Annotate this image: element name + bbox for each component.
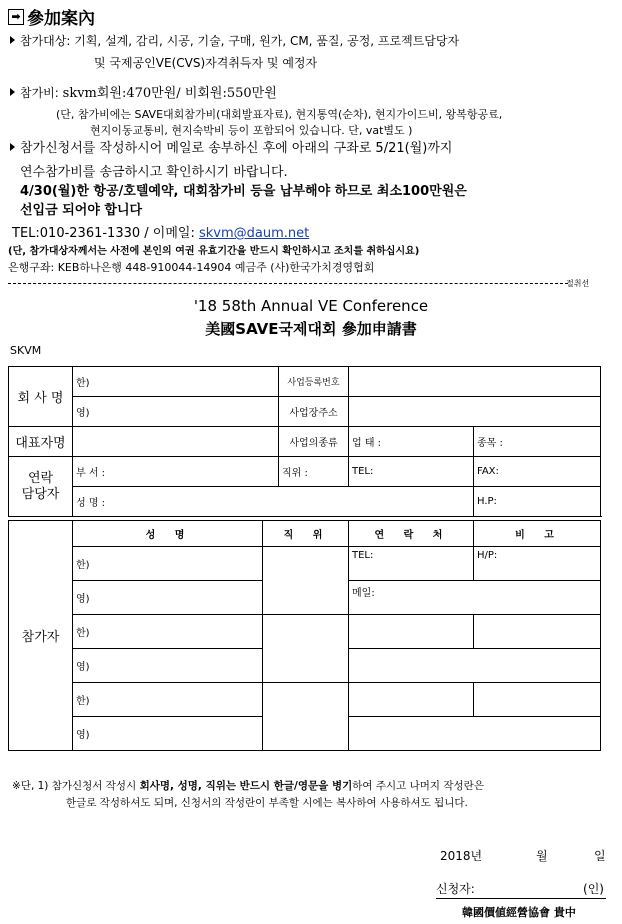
participant-hp-label: H/P: xyxy=(477,550,498,561)
footnote-line-2: 한글로 작성하셔도 되며, 신청서의 작성란이 부족할 시에는 복사하여 사용하셔도 됩니다. xyxy=(66,797,468,809)
deposit-text-2: 선입금 되어야 합니다 xyxy=(20,203,143,218)
contact-hp-field[interactable] xyxy=(474,487,601,517)
participant-label: 참가자 xyxy=(9,521,73,751)
participant-2-name-korean[interactable] xyxy=(73,615,263,649)
seal-label: (인) xyxy=(583,882,604,896)
footnote-emphasis: 회사명, 성명, 직위는 반드시 한글/영문을 병기 xyxy=(139,780,353,792)
english-prefix: 영) xyxy=(76,662,90,673)
english-prefix: 영) xyxy=(76,730,90,741)
ceo-field[interactable] xyxy=(73,427,279,457)
fee-label: 참가비: xyxy=(20,86,59,100)
cut-label: 절취선 xyxy=(566,279,590,288)
recipient-org: 韓國價値經營協會 貴中 xyxy=(462,906,576,919)
participant-1-position[interactable] xyxy=(263,547,349,615)
participant-1-name-korean[interactable] xyxy=(73,547,263,581)
company-name-english-field[interactable] xyxy=(73,397,279,427)
contact-prefix: TEL:010-2361-1330 / 이메일: xyxy=(12,226,199,241)
english-prefix: 영) xyxy=(76,594,90,605)
participant-tel-label: TEL: xyxy=(352,550,374,561)
bullet-triangle-icon xyxy=(10,88,15,96)
section-title: 參加案內 xyxy=(27,9,95,29)
tel-label: TEL: xyxy=(352,466,374,477)
bank-info: 은행구좌: KEB하나은행 448-910044-14904 예금주 (사)한국가치경영협회 xyxy=(8,261,375,274)
business-condition-field[interactable] xyxy=(349,427,474,457)
item-label: 종목 : xyxy=(477,438,503,449)
company-label: 회 사 명 xyxy=(9,367,73,427)
footnote-line-1 xyxy=(12,778,484,793)
item-field[interactable] xyxy=(474,427,601,457)
participant-1-hp[interactable] xyxy=(474,547,601,581)
participant-1-tel[interactable] xyxy=(349,547,474,581)
section-header xyxy=(8,4,95,29)
footnote-part-c: 하여 주시고 나머지 작성란은 xyxy=(352,780,484,792)
position-field[interactable] xyxy=(279,457,349,487)
col-name-header: 성 명 xyxy=(73,521,263,547)
target-label: 참가대상: xyxy=(20,34,71,48)
target-line-1 xyxy=(10,34,459,48)
participant-2-remark[interactable] xyxy=(474,615,601,649)
ceo-label: 대표자명 xyxy=(9,427,73,457)
biz-reg-label: 사업등록번호 xyxy=(279,367,349,397)
date-day: 일 xyxy=(594,849,606,863)
company-info-table xyxy=(8,366,601,517)
participant-3-contact[interactable] xyxy=(349,683,474,717)
participant-3-remark[interactable] xyxy=(474,683,601,717)
contact-hp-label: H.P: xyxy=(477,496,497,507)
application-title: 美國SAVE국제대회 參加申請書 xyxy=(205,320,417,338)
date-month: 월 xyxy=(536,849,548,863)
english-prefix: 영) xyxy=(76,408,90,419)
participant-2-mail[interactable] xyxy=(349,649,601,683)
dept-field[interactable] xyxy=(73,457,279,487)
passport-note: (단, 참가대상자께서는 사전에 본인의 여권 유효기간을 반드시 확인하시고 조치를 취하십시요) xyxy=(8,246,420,257)
contact-name-field[interactable] xyxy=(73,487,474,517)
participant-1-mail[interactable] xyxy=(349,581,601,615)
participant-1-name-english[interactable] xyxy=(73,581,263,615)
dept-label: 부 서 : xyxy=(76,468,106,479)
korean-prefix: 한) xyxy=(76,378,90,389)
participant-2-contact[interactable] xyxy=(349,615,474,649)
company-name-korean-field[interactable] xyxy=(73,367,279,397)
business-condition-label: 업 태 : xyxy=(352,438,382,449)
cut-line xyxy=(8,283,568,284)
applicant-signature-field[interactable] xyxy=(436,880,606,899)
col-remark-header: 비 고 xyxy=(474,521,601,547)
arrow-right-icon: ➡ xyxy=(8,9,24,25)
biz-address-label: 사업장주소 xyxy=(279,397,349,427)
fax-label: FAX: xyxy=(477,466,499,477)
deposit-text-1: 4/30(월)한 항공/호텔예약, 대회참가비 등을 납부해야 하므로 최소100만원은 xyxy=(20,184,467,199)
position-label: 직위 : xyxy=(282,468,308,479)
col-position-header: 직 위 xyxy=(263,521,349,547)
email-link[interactable]: skvm@daum.net xyxy=(198,226,310,241)
fax-field[interactable] xyxy=(474,457,601,487)
target-text-2: 및 국제공인VE(CVS)자격취득자 및 예정자 xyxy=(94,56,318,70)
contact-line xyxy=(12,222,309,241)
contact-name-label: 성 명 : xyxy=(76,498,106,509)
apply-line-1 xyxy=(10,142,452,156)
target-text-1: 기획, 설계, 감리, 시공, 기술, 구매, 원가, CM, 품질, 공정, 프로젝트담당자 xyxy=(74,34,460,48)
fee-note-2: 현지이동교통비, 현지숙박비 등이 포함되어 있습니다. 단, vat별도 ) xyxy=(90,124,413,137)
apply-text-1: 참가신청서를 작성하시어 메일로 송부하신 후에 아래의 구좌로 5/21(월)까지 xyxy=(20,141,453,156)
biz-reg-field[interactable] xyxy=(349,367,601,397)
participant-3-position[interactable] xyxy=(263,683,349,751)
korean-prefix: 한) xyxy=(76,696,90,707)
participants-table xyxy=(8,520,601,751)
biz-address-field[interactable] xyxy=(349,397,601,427)
participant-mail-label: 메일: xyxy=(352,588,375,599)
contact-label-line-2: 담당자 xyxy=(21,486,60,502)
participant-2-position[interactable] xyxy=(263,615,349,683)
fee-note-1: (단, 참가비에는 SAVE대회참가비(대회발표자료), 현지통역(순차), 현지가이드비, 왕복항공료, xyxy=(56,108,503,121)
apply-text-2: 연수참가비를 송금하시고 확인하시기 바랍니다. xyxy=(20,165,288,180)
korean-prefix: 한) xyxy=(76,628,90,639)
footnote-part-a: ※단, 1) 참가신청서 작성시 xyxy=(12,780,140,792)
contact-label-line-1: 연락 xyxy=(27,470,54,486)
korean-prefix: 한) xyxy=(76,560,90,571)
org-name: SKVM xyxy=(10,344,42,357)
fee-line xyxy=(10,86,277,101)
fee-value: skvm회원:470만원/ 비회원:550만원 xyxy=(62,86,277,101)
contact-person-label xyxy=(9,457,73,517)
conference-title: '18 58th Annual VE Conference xyxy=(193,297,429,315)
participant-3-name-english[interactable] xyxy=(73,717,263,751)
date-year: 2018년 xyxy=(440,849,483,863)
bullet-triangle-icon xyxy=(10,143,15,151)
applicant-label: 신청자: xyxy=(436,882,475,896)
tel-field[interactable] xyxy=(349,457,474,487)
bullet-triangle-icon xyxy=(10,36,15,44)
biz-type-label: 사업의종류 xyxy=(279,427,349,457)
participant-3-mail[interactable] xyxy=(349,717,601,751)
participant-3-name-korean[interactable] xyxy=(73,683,263,717)
col-contact-header: 연 락 처 xyxy=(349,521,474,547)
participant-2-name-english[interactable] xyxy=(73,649,263,683)
